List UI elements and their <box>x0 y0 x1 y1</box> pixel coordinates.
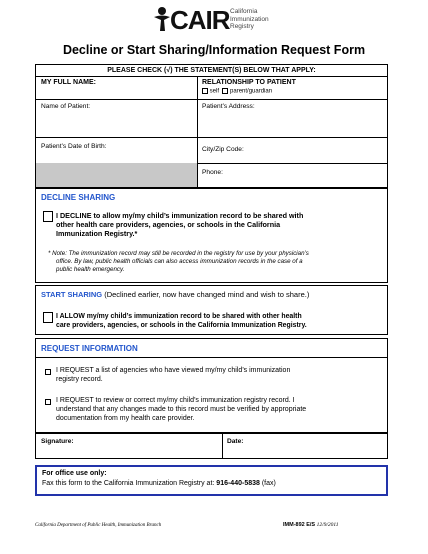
decline-statement: I DECLINE to allow my/my child’s immunization record to be shared with other health care providers, agencies, or schools in the California Immunization Registry.* <box>56 211 304 238</box>
city-zip-label: City/Zip Code: <box>202 146 244 153</box>
phone-label: Phone: <box>202 169 223 176</box>
relationship-label: RELATIONSHIP TO PATIENT <box>202 79 296 86</box>
grey-cell <box>36 163 197 187</box>
date-label: Date: <box>227 438 244 445</box>
logo-text: CAIR <box>170 5 230 35</box>
decline-checkbox[interactable] <box>43 211 53 222</box>
footer-department: California Department of Public Health, Immunization Branch <box>35 523 162 528</box>
instructions: PLEASE CHECK (√) THE STATEMENT(S) BELOW THAT APPLY: <box>107 67 316 74</box>
office-fax-line: Fax this form to the California Immunization Registry at: 916-440-5838 (fax) <box>42 480 276 487</box>
patient-address-label: Patient’s Address: <box>202 103 255 110</box>
request-review-statement: I REQUEST to review or correct my/my child’s immunization registry record. I understand that any changes made to this record must be verified by appropriate documentation from my health care provider. <box>56 397 307 422</box>
logo-subtitle: California Immunization Registry <box>230 8 269 30</box>
request-list-statement: I REQUEST a list of agencies who have viewed my/my child’s immunization registry record. <box>56 367 291 383</box>
office-heading: For office use only: <box>42 470 107 477</box>
fax-number: 916-440-5838 <box>216 480 260 487</box>
cair-logo <box>138 2 290 44</box>
decline-note: * Note: The immunization record may still be recorded in the registry for use by your physician’s office. By law, public health officials can also access immunization records in the case of a public health emergency. <box>48 250 309 273</box>
self-label: self <box>209 88 220 95</box>
signature-label: Signature: <box>41 438 74 445</box>
footer-form-id: IMM-892 E/S 12/9/2011 <box>283 522 339 528</box>
parent-guardian-label: parent/guardian <box>230 88 273 95</box>
request-review-checkbox[interactable] <box>45 399 51 405</box>
patient-name-label: Name of Patient: <box>41 103 91 110</box>
cair-figure-icon <box>152 6 172 32</box>
start-statement: I ALLOW my/my child’s immunization record to be shared with other health care providers, agencies, or schools in the California Immunization Registry. <box>56 313 307 329</box>
relationship-options <box>202 88 272 95</box>
start-checkbox[interactable] <box>43 312 53 323</box>
form-title: Decline or Start Sharing/Information Request Form <box>62 43 366 57</box>
decline-header: DECLINE SHARING <box>41 193 116 202</box>
start-header: START SHARING <box>41 290 103 299</box>
self-checkbox[interactable] <box>202 88 208 94</box>
full-name-label: MY FULL NAME: <box>41 79 96 86</box>
request-header: REQUEST INFORMATION <box>41 344 138 353</box>
patient-info-frame <box>35 64 388 188</box>
start-header-row <box>41 290 309 299</box>
office-use-box <box>35 465 388 496</box>
start-header-note: (Declined earlier, now have changed mind and wish to share.) <box>104 290 310 299</box>
signature-row <box>35 433 388 459</box>
request-list-checkbox[interactable] <box>45 369 51 375</box>
dob-label: Patient’s Date of Birth: <box>41 143 107 150</box>
parent-guardian-checkbox[interactable] <box>222 88 228 94</box>
